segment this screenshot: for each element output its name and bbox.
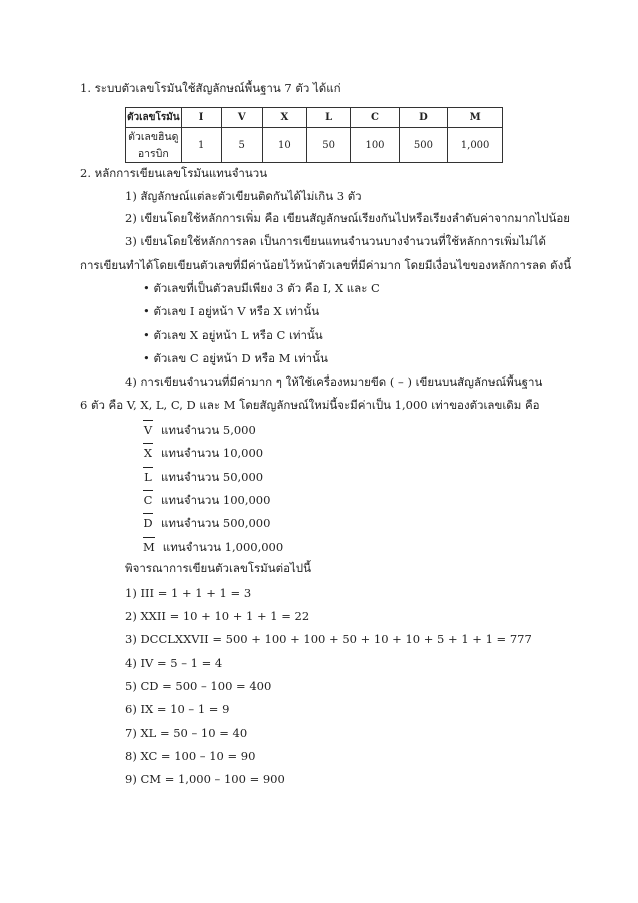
rule-1: 1) สัญลักษณ์แต่ละตัวเขียนติดกันได้ไม่เกิน 3 ตัว	[125, 189, 362, 203]
table-header-cell: I	[181, 108, 221, 128]
overline-item	[143, 513, 270, 531]
example-item: 8) XC = 100 – 10 = 90	[125, 749, 256, 763]
overline-item	[143, 467, 263, 485]
example-item: 1) III = 1 + 1 + 1 = 3	[125, 586, 252, 600]
rule-4-continued: 6 ตัว คือ V, X, L, C, D และ M โดยสัญลักษณ์ใหม่นี้จะมีค่าเป็น 1,000 เท่าของตัวเลขเดิม คือ	[80, 398, 540, 412]
overline-meaning: แทนจำนวน 10,000	[161, 446, 264, 460]
table-cell: 50	[306, 128, 350, 163]
table-cell: 10	[262, 128, 306, 163]
overline-symbol: X	[143, 443, 153, 461]
table-header-cell: D	[399, 108, 447, 128]
overline-item	[143, 537, 283, 555]
bullet-item: • ตัวเลขที่เป็นตัวลบมีเพียง 3 ตัว คือ I, X และ C	[143, 281, 380, 295]
bullet-item: • ตัวเลข C อยู่หน้า D หรือ M เท่านั้น	[143, 351, 328, 365]
table-cell: 1,000	[448, 128, 503, 163]
overline-item	[143, 443, 263, 461]
overline-symbol: C	[143, 490, 153, 508]
table-header-cell: X	[262, 108, 306, 128]
bullet-item: • ตัวเลข I อยู่หน้า V หรือ X เท่านั้น	[143, 304, 320, 318]
bullet-item: • ตัวเลข X อยู่หน้า L หรือ C เท่านั้น	[143, 328, 323, 342]
table-row	[126, 128, 503, 163]
overline-meaning: แทนจำนวน 500,000	[161, 516, 271, 530]
overline-meaning: แทนจำนวน 1,000,000	[162, 540, 284, 554]
example-item: 2) XXII = 10 + 10 + 1 + 1 = 22	[125, 609, 310, 623]
overline-meaning: แทนจำนวน 50,000	[161, 470, 264, 484]
overline-item	[143, 420, 256, 438]
overline-symbol: D	[143, 513, 153, 531]
rule-3-continued: การเขียนทำได้โดยเขียนตัวเลขที่มีค่าน้อยไว้หน้าตัวเลขที่มีค่ามาก โดยมีเงื่อนไขของหลักการลด ดังนี้	[80, 258, 572, 272]
section-2-heading: 2. หลักการเขียนเลขโรมันแทนจำนวน	[80, 166, 268, 180]
consider-heading: พิจารณาการเขียนตัวเลขโรมันต่อไปนี้	[125, 561, 311, 575]
table-cell: 500	[399, 128, 447, 163]
roman-numeral-table	[125, 107, 503, 163]
example-item: 5) CD = 500 – 100 = 400	[125, 679, 272, 693]
table-header-cell: C	[351, 108, 399, 128]
example-item: 9) CM = 1,000 – 100 = 900	[125, 772, 285, 786]
table-cell: 5	[221, 128, 262, 163]
table-header-cell: L	[306, 108, 350, 128]
example-item: 7) XL = 50 – 10 = 40	[125, 726, 248, 740]
table-cell: ตัวเลขฮินดูอารบิก	[126, 128, 182, 163]
example-item: 3) DCCLXXVII = 500 + 100 + 100 + 50 + 10 + 10 + 5 + 1 + 1 = 777	[125, 632, 532, 646]
example-item: 4) IV = 5 – 1 = 4	[125, 656, 223, 670]
overline-symbol: V	[143, 420, 153, 438]
rule-2: 2) เขียนโดยใช้หลักการเพิ่ม คือ เขียนสัญลักษณ์เรียงกันไปหรือเรียงลำดับค่าจากมากไปน้อย	[125, 211, 570, 225]
rule-3: 3) เขียนโดยใช้หลักการลด เป็นการเขียนแทนจำนวนบางจำนวนที่ใช้หลักการเพิ่มไม่ได้	[125, 234, 546, 248]
overline-symbol: L	[143, 467, 153, 485]
table-header-cell: M	[448, 108, 503, 128]
table-header-row	[126, 108, 503, 128]
table-cell: 100	[351, 128, 399, 163]
rule-4: 4) การเขียนจำนวนที่มีค่ามาก ๆ ให้ใช้เครื่องหมายขีด ( – ) เขียนบนสัญลักษณ์พื้นฐาน	[125, 375, 543, 389]
table-header-cell: ตัวเลขโรมัน	[126, 108, 182, 128]
overline-meaning: แทนจำนวน 5,000	[161, 423, 256, 437]
overline-item	[143, 490, 270, 508]
section-1-heading: 1. ระบบตัวเลขโรมันใช้สัญลักษณ์พื้นฐาน 7 ตัว ได้แก่	[80, 81, 341, 95]
example-item: 6) IX = 10 – 1 = 9	[125, 702, 230, 716]
overline-symbol: M	[143, 537, 155, 555]
table-header-cell: V	[221, 108, 262, 128]
table-cell: 1	[181, 128, 221, 163]
overline-meaning: แทนจำนวน 100,000	[161, 493, 271, 507]
